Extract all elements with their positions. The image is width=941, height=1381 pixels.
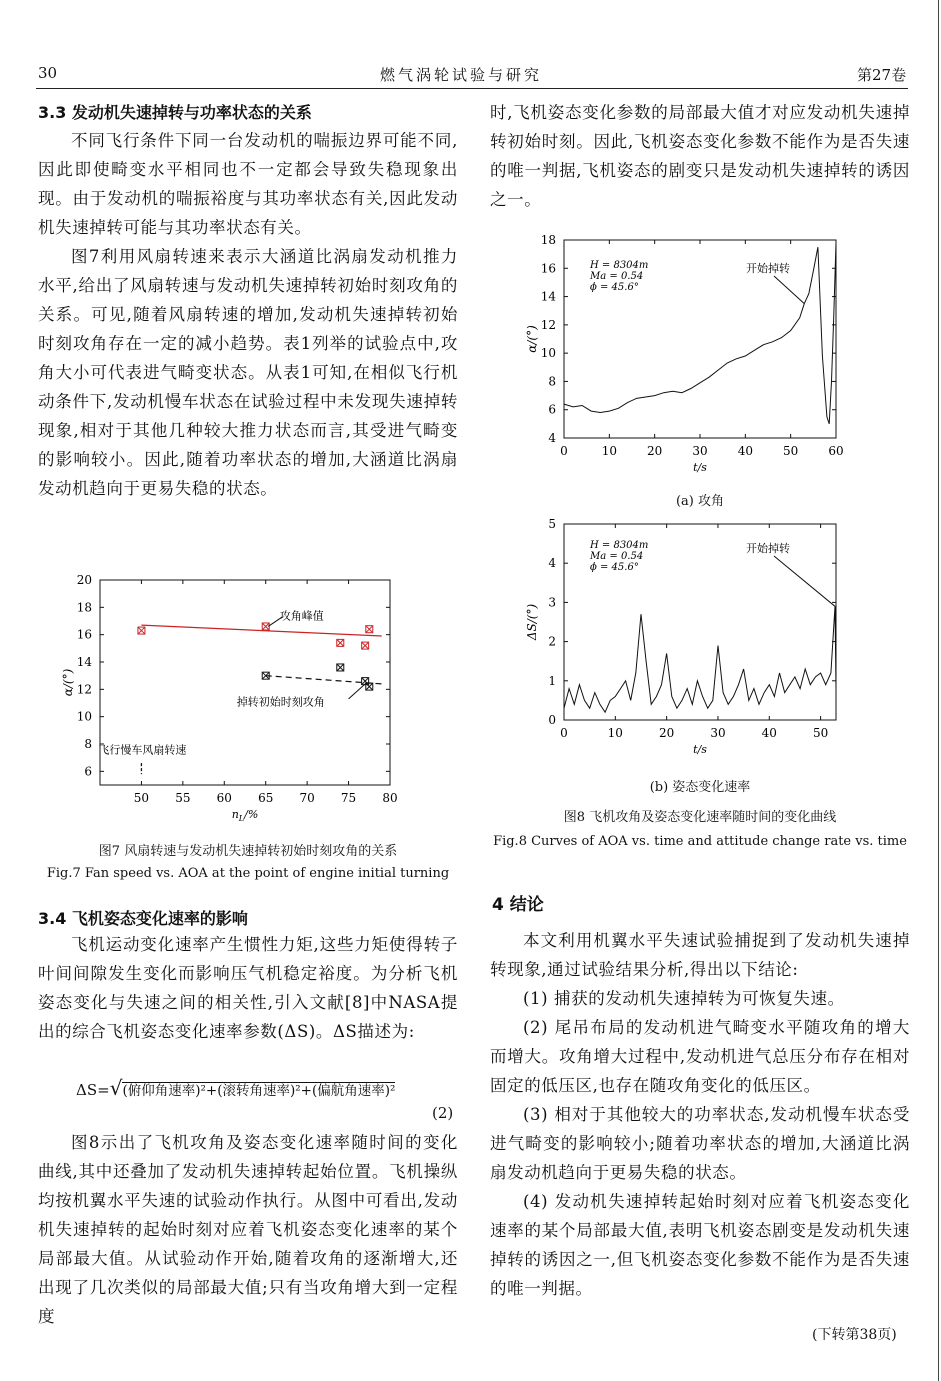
annotation-mach: Ma = 0.54	[590, 271, 644, 282]
x-tick-label: 75	[340, 791, 357, 805]
figure-8-caption-en: Fig.8 Curves of AOA vs. time and attitude change rate vs. time	[493, 834, 907, 849]
x-tick-label: 0	[560, 444, 568, 458]
annotation-altitude: H = 8304m	[590, 260, 649, 271]
y-tick-label: 12	[76, 682, 92, 697]
data-point-cross	[366, 684, 372, 690]
y-tick-label: 10	[76, 709, 92, 724]
x-tick-label: 0	[560, 726, 568, 740]
x-axis-label: t/s	[693, 461, 707, 474]
trend-line	[141, 625, 381, 636]
data-point-cross	[337, 640, 343, 646]
x-tick-label: 50	[783, 444, 799, 458]
annotation-idle: 飞行慢车风扇转速	[98, 743, 187, 757]
x-tick-label: 40	[761, 726, 777, 740]
annotation-turning-start: 开始掉转	[746, 542, 790, 555]
figure-8-caption-cn: 图8 飞机攻角及姿态变化速率随时间的变化曲线	[563, 810, 837, 825]
annotation-mach: Ma = 0.54	[590, 551, 644, 562]
x-axis-label: t/s	[693, 743, 707, 756]
x-tick-label: 60	[828, 444, 844, 458]
data-point-cross	[366, 626, 372, 632]
figure-8b-caption: (b) 姿态变化速率	[649, 780, 751, 795]
paragraph: (2) 尾吊布局的发动机进气畸变水平随攻角的增大而增大。攻角增大过程中,发动机进气总压分布存在相对固定的低压区,也存在随攻角变化的低压区。	[490, 1018, 910, 1095]
paragraph: (1) 捕获的发动机失速掉转为可恢复失速。	[523, 989, 845, 1008]
volume-label: 第27卷	[857, 66, 907, 84]
equation-lhs: ΔS=	[76, 1081, 110, 1099]
y-tick-label: 16	[76, 627, 92, 642]
annotation-turning-start: 开始掉转	[746, 262, 790, 275]
paragraph: 时,飞机姿态变化参数的局部最大值才对应发动机失速掉转初始时刻。因此,飞机姿态变化参数不能作为是否失速的唯一判据,飞机姿态的剧变只是发动机失速掉转的诱因之一。	[490, 103, 910, 209]
turning-start-leader	[774, 556, 835, 606]
x-tick-label: 20	[647, 444, 663, 458]
y-tick-label: 4	[548, 431, 556, 445]
y-tick-label: 8	[84, 737, 92, 751]
paragraph: (3) 相对于其他较大的功率状态,发动机慢车状态受进气畸变的影响较小;随着功率状态的增加,大涵道比涡扇发动机趋向于更易失稳的状态。	[490, 1105, 910, 1182]
paragraph: 图8示出了飞机攻角及姿态变化速率随时间的变化曲线,其中还叠加了发动机失速掉转起始位置。飞机操纵均按机翼水平失速的试验动作执行。从图中可看出,发动机失速掉转的起始时刻对应着飞机姿态变化速率的某个局部最大值。从试验动作开始,随着攻角的逐渐增大,还出现了几次类似的局部最大值;只有当攻角增大到一定程度	[38, 1133, 458, 1326]
x-tick-label: 80	[382, 791, 398, 805]
y-axis-label: ΔS/(°)	[525, 603, 539, 641]
y-tick-label: 18	[540, 233, 556, 247]
y-tick-label: 20	[76, 573, 92, 587]
x-tick-label: 65	[258, 791, 274, 805]
y-tick-label: 3	[548, 595, 556, 610]
y-tick-label: 6	[84, 764, 92, 779]
annotation-phi: ϕ = 45.6°	[590, 282, 639, 293]
page-number: 30	[38, 64, 58, 82]
figure-7-caption-en: Fig.7 Fan speed vs. AOA at the point of engine initial turning	[46, 866, 450, 881]
paragraph: 图7利用风扇转速来表示大涵道比涡扇发动机推力水平,给出了风扇转速与发动机失速掉转初始时刻攻角的关系。可见,随着风扇转速的增加,发动机失速掉转初始时刻攻角存在一定的减小趋势。表1列举的试验点中,攻角大小可代表进气畸变状态。从表1可知,在相似飞行机动条件下,发动机慢车状态在试验过程中未发现失速掉转现象,相对于其他几种较大推力状态而言,其受进气畸变的影响较小。因此,随着功率状态的增加,大涵道比涡扇发动机趋向于更易失稳的状态。	[38, 247, 458, 498]
annotation-phi: ϕ = 45.6°	[590, 562, 639, 573]
annotation-altitude: H = 8304m	[590, 540, 649, 551]
y-axis-label: α/(°)	[61, 668, 75, 697]
y-tick-label: 14	[540, 289, 556, 304]
x-tick-label: 10	[601, 444, 617, 458]
figure-7-caption-cn: 图7 风扇转速与发动机失速掉转初始时刻攻角的关系	[98, 844, 398, 859]
figure-8a-chart	[510, 228, 850, 483]
x-tick-label: 50	[133, 791, 150, 805]
data-point-cross	[138, 628, 144, 634]
data-point-cross	[337, 664, 343, 670]
y-tick-label: 8	[548, 374, 556, 389]
x-axis-label: $n_L/\%$	[231, 808, 259, 823]
y-tick-label: 14	[76, 655, 92, 669]
x-tick-label: 60	[216, 791, 232, 805]
y-tick-label: 1	[548, 673, 556, 688]
page-border	[938, 0, 939, 1381]
annotation-leader	[349, 683, 367, 699]
y-tick-label: 12	[540, 317, 556, 332]
figure-7-chart	[52, 570, 412, 832]
paragraph: (4) 发动机失速掉转起始时刻对应着飞机姿态变化速率的某个局部最大值,表明飞机姿态剧变是发动机失速掉转的诱因之一,但飞机姿态变化参数不能作为是否失速的唯一判据。	[490, 1192, 910, 1298]
data-point-cross	[263, 623, 269, 629]
section-4-title: 4 结论	[492, 895, 544, 915]
journal-title: 燃气涡轮试验与研究	[380, 66, 543, 84]
figure-8a-caption: (a) 攻角	[675, 494, 725, 509]
sqrt-sign: √	[109, 1076, 123, 1100]
x-tick-label: 30	[692, 444, 708, 458]
y-axis-label: α/(°)	[525, 325, 539, 353]
equation-number: (2)	[432, 1104, 454, 1122]
y-tick-label: 6	[548, 402, 556, 417]
left-text-block-3	[38, 1128, 458, 1331]
y-tick-label: 4	[548, 556, 556, 571]
continued-note: (下转第38页)	[812, 1327, 897, 1343]
data-point-cross	[362, 643, 368, 649]
y-tick-label: 0	[548, 713, 556, 727]
right-text-block-2	[490, 926, 910, 1303]
y-tick-label: 5	[548, 517, 556, 531]
section-3-4-title: 3.4 飞机姿态变化速率的影响	[38, 909, 248, 928]
x-tick-label: 50	[812, 726, 829, 740]
turning-start-leader	[774, 276, 804, 304]
equation-2	[76, 1076, 456, 1100]
annotation-initial: 掉转初始时刻攻角	[236, 695, 325, 709]
equation-body: (俯仰角速率)²+(滚转角速率)²+(偏航角速率)²	[122, 1083, 396, 1099]
annotation-peak: 攻角峰值	[279, 609, 324, 623]
paragraph: 飞机运动变化速率产生惯性力矩,这些力矩使得转子叶间间隙发生变化而影响压气机稳定裕度。为分析飞机姿态变化与失速之间的相关性,引入文献[8]中NASA提出的综合飞机姿态变化速率参数(ΔS)。ΔS描述为:	[38, 935, 458, 1041]
y-tick-label: 10	[540, 346, 556, 361]
x-tick-label: 70	[299, 791, 315, 805]
paragraph: 本文利用机翼水平失速试验捕捉到了发动机失速掉转现象,通过试验结果分析,得出以下结论:	[490, 931, 910, 979]
header-rule	[36, 88, 908, 89]
figure-8b-chart	[510, 512, 850, 772]
paragraph: 不同飞行条件下同一台发动机的喘振边界可能不同,因此即使畸变水平相同也不一定都会导致失稳现象出现。由于发动机的喘振裕度与其功率状态有关,因此发动机失速掉转可能与其功率状态有关。	[38, 131, 458, 237]
data-series-line	[564, 606, 836, 712]
x-tick-label: 40	[737, 444, 753, 458]
y-tick-label: 2	[548, 634, 556, 649]
section-3-3-title: 3.3 发动机失速掉转与功率状态的关系	[38, 103, 312, 122]
x-tick-label: 30	[710, 726, 726, 740]
x-tick-label: 20	[659, 726, 675, 740]
left-text-block-1	[38, 126, 458, 503]
y-tick-label: 16	[540, 261, 556, 276]
y-tick-label: 18	[76, 600, 92, 615]
right-text-block-1	[490, 98, 910, 214]
left-text-block-2	[38, 930, 458, 1046]
x-tick-label: 55	[175, 791, 191, 805]
x-tick-label: 10	[607, 726, 623, 740]
